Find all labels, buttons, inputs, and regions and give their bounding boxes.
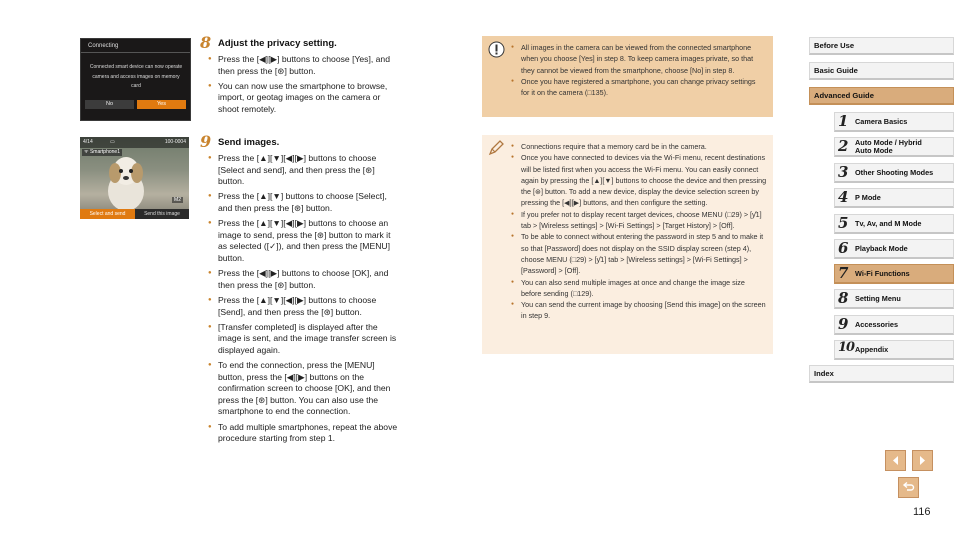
instruction-item: ● [Transfer completed] is displayed after the image is sent, and the image transfer screen is displayed again.	[208, 322, 398, 357]
sidebar-chapter-1[interactable]: 1 Camera Basics	[834, 112, 954, 132]
instruction-item: ● To add multiple smartphones, repeat the above procedure starting from step 1.	[208, 422, 398, 445]
instruction-item: ● Press the [▲][▼][◀][▶] buttons to choose [Select and send], and then press the [⊛] button.	[208, 153, 398, 188]
instruction-item: ● You can now use the smartphone to browse, import, or geotag images on the camera or shoot remotely.	[208, 81, 398, 116]
sidebar-basic-guide[interactable]: Basic Guide	[809, 62, 954, 80]
camera-no-button: No	[85, 100, 134, 109]
memo-item: ● You can also send multiple images at once and change the image size before sending (□129).	[509, 277, 767, 300]
next-page-button[interactable]	[912, 450, 933, 471]
sidebar-index[interactable]: Index	[809, 365, 954, 383]
sidebar-chapter-4[interactable]: 4 P Mode	[834, 188, 954, 208]
arrow-left-icon	[890, 455, 901, 466]
sidebar-chapter-9[interactable]: 9 Accessories	[834, 315, 954, 335]
dog-photo	[106, 151, 146, 211]
memo-item: ● Connections require that a memory card be in the camera.	[509, 141, 767, 152]
image-count: 4/14	[83, 139, 93, 145]
caution-box	[482, 36, 773, 117]
step-8-instructions	[208, 54, 398, 119]
battery-icon: ▭	[110, 139, 115, 145]
instruction-item: ● Press the [▲][▼] buttons to choose [Select], and then press the [⊛] button.	[208, 191, 398, 214]
sidebar-chapter-8[interactable]: 8 Setting Menu	[834, 289, 954, 309]
sidebar-before-use[interactable]: Before Use	[809, 37, 954, 55]
caution-item: ● Once you have registered a smartphone, you can change privacy settings for it on the camera (□135).	[509, 76, 765, 99]
sidebar-advanced-guide[interactable]: Advanced Guide	[809, 87, 954, 105]
step-number: 8	[200, 33, 212, 52]
camera-screen-message: Connected smart device can now operate camera and access images on memory card	[89, 64, 183, 90]
sidebar-chapter-10[interactable]: 10 Appendix	[834, 340, 954, 360]
pencil-icon	[487, 139, 505, 157]
camera-screen-header: Connecting	[81, 39, 190, 53]
step-number: 9	[200, 132, 212, 151]
sidebar-chapter-2[interactable]: 2 Auto Mode / Hybrid Auto Mode	[834, 137, 954, 157]
memo-item: ● Once you have connected to devices via the Wi-Fi menu, recent destinations will be listed first when you access the Wi-Fi menu. You can easily connect again by pressing the [▲][▼] buttons to choose the device and then pressing the [⊛] button. To add a new device, display the device selection screen by pressing the [◀][▶] buttons, and then configure the setting.	[509, 152, 767, 208]
instruction-item: ● Press the [▲][▼][◀][▶] buttons to choose an image to send, press the [⊛] button to mark it as selected ([✓]), and then press the [MENU] button.	[208, 218, 398, 264]
sidebar-chapter-6[interactable]: 6 Playback Mode	[834, 239, 954, 259]
send-this-image-option: Send this image	[144, 211, 180, 217]
memo-item: ● If you prefer not to display recent target devices, choose MENU (□29) > [ƴ1] tab > [Wireless settings] > [Wi-Fi Settings] > [Target History] > [Off].	[509, 209, 767, 232]
device-name: Smartphone1	[89, 149, 120, 155]
return-button[interactable]	[898, 477, 919, 498]
camera-yes-button: Yes	[137, 100, 186, 109]
quality-indicator: M2	[174, 197, 181, 203]
previous-page-button[interactable]	[885, 450, 906, 471]
caution-item: ● All images in the camera can be viewed from the connected smartphone when you choose [Yes] in step 8. To keep camera images private, so that they cannot be viewed from the smartphone, choose [No] in step 8.	[509, 42, 765, 76]
return-icon	[902, 481, 915, 494]
select-and-send-option: Select and send	[80, 209, 135, 219]
file-number: 100-0004	[164, 139, 186, 145]
page-number: 116	[913, 506, 931, 518]
instruction-item: ● Press the [▲][▼][◀][▶] buttons to choose [Send], and then press the [⊛] button.	[208, 295, 398, 318]
arrow-right-icon	[917, 455, 928, 466]
sidebar-chapter-5[interactable]: 5 Tv, Av, and M Mode	[834, 214, 954, 234]
instruction-item: ● To end the connection, press the [MENU] button, press the [◀][▶] buttons on the confirmation screen to choose [OK], and then press the [⊛] button. You can also use the smartphone to end the connection.	[208, 360, 398, 418]
step-title: Adjust the privacy setting.	[218, 38, 337, 49]
caution-icon	[488, 41, 505, 58]
step-title: Send images.	[218, 137, 280, 148]
sidebar-chapter-7[interactable]: 7 Wi-Fi Functions	[834, 264, 954, 284]
wifi-icon: ᯤ	[84, 149, 89, 155]
camera-screen-privacy	[80, 38, 191, 121]
memo-item: ● You can send the current image by choosing [Send this image] on the screen in step 9.	[509, 299, 767, 322]
camera-screen-send	[80, 137, 189, 219]
step-9-instructions	[208, 153, 398, 448]
memo-box	[482, 135, 773, 354]
memo-item: ● To be able to connect without entering the password in step 5 and to make it so that [Password] does not display on the SSID display screen (step 4), choose MENU (□29) > [ƴ1] tab > [Wireless settings] > [Wi-Fi Settings] > [Password] > [Off].	[509, 231, 767, 276]
sidebar-chapter-3[interactable]: 3 Other Shooting Modes	[834, 163, 954, 183]
instruction-item: ● Press the [◀][▶] buttons to choose [Yes], and then press the [⊛] button.	[208, 54, 398, 77]
instruction-item: ● Press the [◀][▶] buttons to choose [OK], and then press the [⊛] button.	[208, 268, 398, 291]
